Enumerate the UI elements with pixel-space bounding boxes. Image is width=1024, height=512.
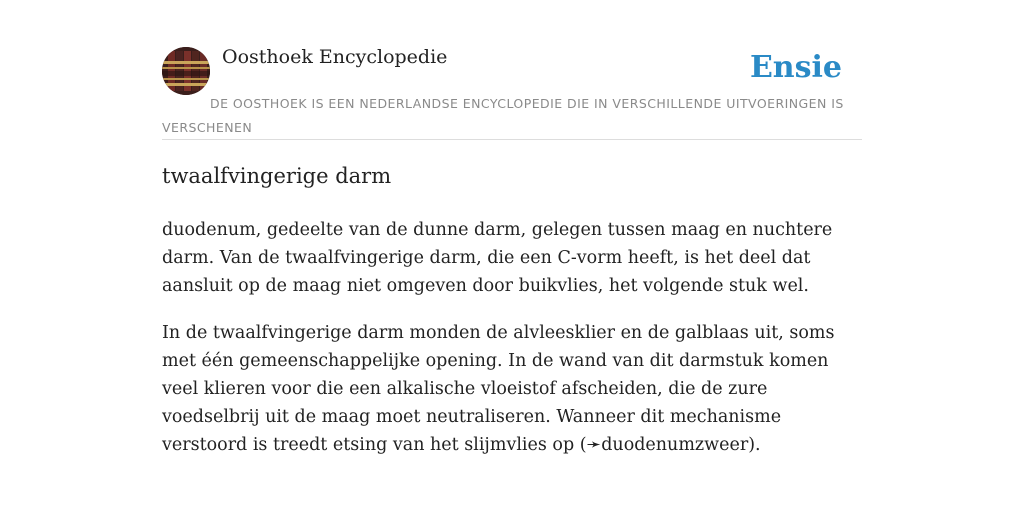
article-paragraph: In de twaalfvingerige darm monden de alvleesklier en de galblaas uit, soms met één gemeenschappelijke opening. In de wand van dit darmstuk komen veel klieren voor die een alkalische vloeistof afscheiden, die de zure voedselbrij uit de maag moet neutraliseren. Wanneer dit mechanisme verstoord is treedt etsing van het slijmvlies op (➛duodenumzweer). [162, 323, 835, 455]
article-title: twaalfvingerige darm [162, 164, 392, 188]
site-header [162, 40, 862, 140]
article-body [162, 216, 866, 478]
article-card [162, 40, 862, 455]
site-name[interactable]: Oosthoek Encyclopedie [222, 46, 448, 68]
encyclopedia-books-icon[interactable] [162, 47, 210, 95]
site-tagline: DE OOSTHOEK IS EEN NEDERLANDSE ENCYCLOPEDIE DIE IN VERSCHILLENDE UITVOERINGEN IS VERSCHENEN [162, 96, 844, 135]
article-paragraph: duodenum, gedeelte van de dunne darm, gelegen tussen maag en nuchtere darm. Van de twaalfvingerige darm, die een C-vorm heeft, is het deel dat aansluit op de maag niet omgeven door buikvlies, het volgende stuk wel. [162, 220, 833, 296]
brand-logo[interactable]: Ensie [749, 50, 842, 85]
